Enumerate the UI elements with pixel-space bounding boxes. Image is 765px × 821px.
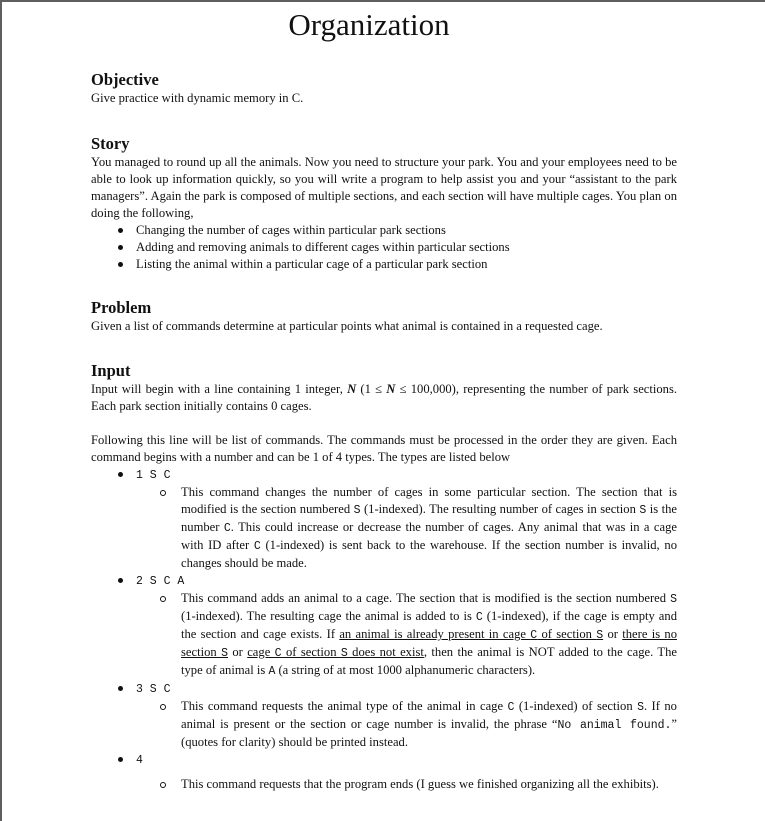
underlined-text [339, 627, 603, 641]
command-code: 1 S C [136, 469, 171, 482]
input-section [91, 361, 677, 793]
text-span: (1 ≤ [356, 382, 387, 396]
code-s: S [596, 629, 604, 642]
objective-heading: Objective [91, 70, 159, 89]
code-s: S [639, 504, 647, 517]
text-span: (1-indexed). The resulting cage the animal is added to is [181, 609, 476, 623]
text-span: (1-indexed). The resulting number of cages in section [360, 502, 640, 516]
code-s: S [221, 647, 228, 660]
command-list [91, 466, 677, 793]
text-span: (1-indexed) is sent back to the warehouse. If the section number is invalid, no changes should be made. [181, 538, 677, 570]
command-code: 2 S C A [136, 575, 185, 588]
text-span: of section [537, 627, 597, 641]
document-title: Organization [288, 7, 450, 42]
story-text: You managed to round up all the animals. Now you need to structure your park. You and your employees need to be able to look up information quickly, so you will write a program to help assist you and your “assistant to the park managers”. Again the park is composed of multiple sections, and each section will have multiple cages. You plan on doing the following, [91, 155, 677, 220]
code-c: C [507, 701, 515, 714]
text-span: an animal is already present in cage [339, 627, 531, 641]
text-span: (1-indexed) of section [514, 699, 638, 713]
objective-text: Give practice with dynamic memory in C. [91, 91, 304, 105]
code-c: C [274, 647, 282, 660]
command-4 [91, 751, 677, 793]
text-span: This command changes the number of cages in some particular section. The section that is modified is the section numbered [181, 485, 677, 516]
text-span: there is no section [181, 627, 677, 659]
text-span: or [603, 627, 623, 641]
code-s: S [637, 701, 644, 714]
story-list [91, 222, 677, 273]
text-span: . If no animal is present or the section or cage number is invalid, the phrase “ [181, 699, 677, 731]
objective-section [91, 70, 677, 107]
list-item: Changing the number of cages within particular park sections [91, 222, 677, 239]
input-heading: Input [91, 361, 131, 380]
text-span: , then the animal is NOT added to the cage. The type of animal is [181, 645, 677, 677]
var-n: N [386, 382, 396, 396]
text-span: does not exist [347, 645, 424, 659]
command-1-description [91, 484, 677, 572]
problem-text: Given a list of commands determine at particular points what animal is contained in a requested cage. [91, 319, 603, 333]
text-span: This command adds an animal to a cage. The section that is modified is the section numbered [181, 591, 671, 605]
underlined-text [247, 645, 424, 659]
problem-section [91, 298, 677, 335]
code-s: S [340, 647, 348, 660]
text-span: cage [247, 645, 275, 659]
command-2-description [91, 590, 677, 680]
code-s: S [670, 593, 677, 606]
text-span: of section [281, 645, 341, 659]
text-span: is the number [181, 502, 677, 534]
code-c: C [475, 611, 483, 624]
text-span: or [227, 645, 248, 659]
command-1 [91, 466, 677, 572]
code-c: C [253, 540, 261, 553]
code-c: C [223, 522, 231, 535]
text-span: ≤ 100,000), representing the number of park sections. Each park section initially contains 0 cages. [91, 382, 678, 413]
command-2 [91, 572, 677, 680]
list-item: Adding and removing animals to different cages within particular sections [91, 239, 677, 256]
command-3 [91, 680, 677, 751]
text-span: . This could increase or decrease the number of cages. Any animal that was in a cage with ID after [181, 520, 677, 552]
text-span: This command requests the animal type of the animal in cage [181, 699, 508, 713]
list-item: Listing the animal within a particular cage of a particular park section [91, 256, 677, 273]
code-a: A [268, 665, 276, 678]
command-code: 4 [136, 754, 143, 767]
text-span: Input will begin with a line containing 1 integer, [91, 382, 348, 396]
document-page [91, 0, 678, 791]
code-s: S [353, 504, 361, 517]
command-3-description [91, 698, 677, 751]
text-span: (a string of at most 1000 alphanumeric characters). [275, 663, 536, 677]
story-section [91, 134, 677, 273]
var-n: N [347, 382, 357, 396]
text-span: (1-indexed), if the cage is empty and the section and cage exists. If [181, 609, 677, 641]
text-span: ” (quotes for clarity) should be printed instead. [181, 717, 677, 749]
code-phrase: No animal found. [557, 719, 672, 732]
page-border-left [0, 0, 2, 821]
problem-heading: Problem [91, 298, 152, 317]
story-heading: Story [91, 134, 130, 153]
input-para-1 [91, 381, 677, 415]
input-para-2: Following this line will be list of commands. The commands must be processed in the order they are given. Each command begins with a number and can be 1 of 4 types. The types are listed below [91, 433, 677, 464]
command-code: 3 S C [136, 683, 171, 696]
code-c: C [530, 629, 538, 642]
command-4-description: This command requests that the program ends (I guess we finished organizing all the exhibits). [91, 776, 677, 793]
